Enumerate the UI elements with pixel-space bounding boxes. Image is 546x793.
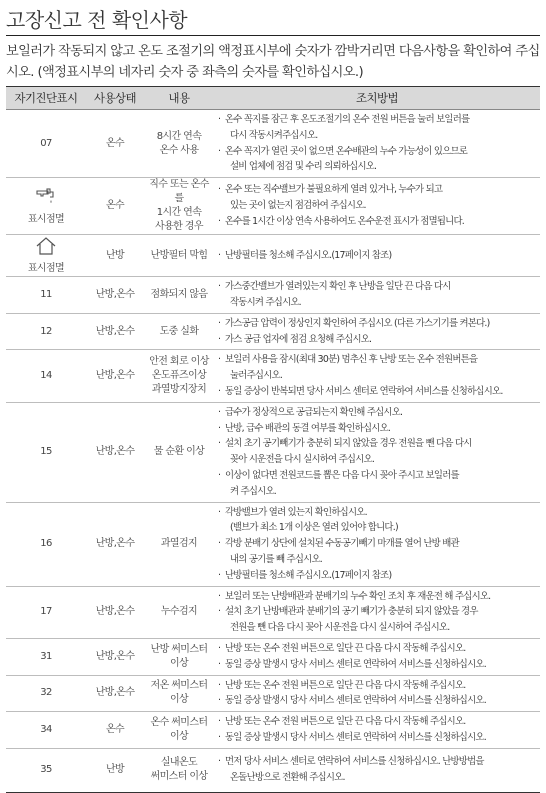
content-line: 난방 써미스터 이상 [150, 643, 208, 669]
table-header-row [6, 87, 540, 110]
action-line: · 온수 또는 직수밸브가 불필요하게 열려 있거나, 누수가 되고 [218, 183, 538, 197]
cell-state: 난방,온수 [86, 638, 144, 675]
diagnostic-table [6, 86, 540, 793]
content-line: 써미스터 이상 [150, 771, 208, 783]
table-row [6, 402, 540, 502]
cell-code [6, 110, 86, 178]
action-line: · 가스 공급 업자에 점검 요청해 주십시오. [218, 333, 538, 347]
cell-state: 난방,온수 [86, 502, 144, 586]
action-line: (밸브가 최소 1개 이상은 열려 있어야 합니다.) [230, 522, 398, 534]
action-line: · 각방밸브가 열려 있는지 확인하십시오. [218, 506, 538, 520]
cell-state: 온수 [86, 712, 144, 749]
action-line: 내의 공기를 빼 주십시오. [230, 553, 322, 565]
cell-action [214, 402, 540, 502]
content-line: 난방필터 막힘 [150, 249, 208, 261]
code-label: 표시점멸 [27, 263, 65, 275]
action-line: · 설치 초기 난방배관과 분배기의 공기 빼기가 충분히 되지 않았을 경우 [218, 605, 538, 619]
cell-action [214, 638, 540, 675]
content-line: 1시간 연속 [156, 207, 202, 219]
cell-content [144, 110, 214, 178]
intro-text: 보일러가 작동되지 않고 온도 조절기의 액정표시부에 숫자가 깜박거리면 다음사항을 확인하여 주십시오. (액정표시부의 네자리 숫자 중 좌측의 숫자를 확인하십시오.) [6, 44, 540, 80]
action-line: · 온수를 1시간 이상 연속 사용하여도 온수운전 표시가 점멸됩니다. [218, 215, 538, 229]
action-line: 다시 작동시켜주십시오. [230, 129, 318, 141]
action-line: · 가스공급 압력이 정상인지 확인하여 주십시오 (다른 가스기기를 켜본다.) [218, 317, 538, 331]
cell-state: 난방 [86, 748, 144, 792]
action-line: · 난방 또는 온수 전원 버튼으로 일단 끈 다음 다시 작동해 주십시오. [218, 715, 538, 729]
cell-content [144, 313, 214, 350]
action-line: · 설치 초기 공기빼기가 충분히 되지 않았을 경우 전원을 뺀 다음 다시 [218, 437, 538, 451]
cell-content [144, 178, 214, 235]
table-row [6, 502, 540, 586]
cell-code [6, 402, 86, 502]
cell-state: 온수 [86, 110, 144, 178]
code-label: 34 [40, 723, 52, 735]
cell-code [6, 235, 86, 277]
code-label: 표시점멸 [27, 213, 65, 225]
action-line: 있는 곳이 없는지 점검하여 주십시오. [230, 200, 366, 212]
content-line: 직수 또는 온수를 [149, 179, 209, 205]
cell-state: 난방,온수 [86, 313, 144, 350]
cell-action [214, 235, 540, 277]
cell-state: 난방,온수 [86, 402, 144, 502]
content-line: 사용한 경우 [155, 221, 203, 233]
code-label: 07 [40, 137, 52, 149]
content-line: 과열검지 [160, 538, 198, 550]
cell-code [6, 502, 86, 586]
table-row [6, 675, 540, 712]
code-label: 16 [40, 538, 52, 550]
page-title: 고장신고 전 확인사항 [6, 8, 188, 32]
action-line: · 급수가 정상적으로 공급되는지 확인해 주십시오. [218, 406, 538, 420]
cell-code [6, 586, 86, 638]
code-label: 15 [40, 446, 52, 458]
action-line: · 보일러 또는 난방배관과 분배기의 누수 확인 조치 후 재운전 해 주십시오. [218, 590, 538, 604]
cell-content [144, 748, 214, 792]
code-label: 14 [40, 370, 52, 382]
cell-state: 난방,온수 [86, 675, 144, 712]
action-line: · 각방 분배기 상단에 설치된 수동공기빼기 마개를 열어 난방 배관 [218, 537, 538, 551]
cell-action [214, 586, 540, 638]
action-line: · 동일 증상이 반복되면 당사 서비스 센터로 연락하여 서비스를 신청하십시오. [218, 385, 538, 399]
content-line: 물 순환 이상 [153, 446, 205, 458]
content-line: 실내온도 [160, 757, 198, 769]
header-content: 내용 [144, 87, 214, 110]
table-row [6, 586, 540, 638]
table-row [6, 277, 540, 314]
action-line: 켜 주십시오. [230, 485, 276, 497]
cell-code [6, 313, 86, 350]
cell-content [144, 350, 214, 402]
action-line: · 난방 또는 온수 전원 버튼으로 일단 끈 다음 다시 작동해 주십시오. [218, 679, 538, 693]
cell-code [6, 675, 86, 712]
action-line: · 난방 또는 온수 전원 버튼으로 일단 끈 다음 다시 작동해 주십시오. [218, 642, 538, 656]
cell-state: 난방,온수 [86, 586, 144, 638]
content-line: 저온 써미스터 이상 [150, 680, 208, 706]
cell-content [144, 277, 214, 314]
cell-state: 난방,온수 [86, 350, 144, 402]
cell-action [214, 178, 540, 235]
content-line: 안전 회로 이상 [149, 356, 209, 368]
action-line: · 동일 증상 발생시 당사 서비스 센터로 연락하여 서비스를 신청하십시오. [218, 658, 538, 672]
header-action: 조치방법 [214, 87, 540, 110]
cell-content [144, 502, 214, 586]
table-row [6, 313, 540, 350]
cell-content [144, 675, 214, 712]
title-divider [6, 35, 540, 36]
cell-action [214, 313, 540, 350]
cell-action [214, 748, 540, 792]
table-row [6, 235, 540, 277]
action-line: · 먼저 당사 서비스 센터로 연락하여 서비스를 신청하십시오. 난방방법을 [218, 755, 538, 769]
content-line: 온수 써미스터 이상 [150, 716, 208, 742]
cell-content [144, 712, 214, 749]
cell-code [6, 638, 86, 675]
cell-action [214, 350, 540, 402]
action-line: · 이상이 없다면 전원코드를 뽑은 다음 다시 꽂아 주시고 보일러를 [218, 469, 538, 483]
table-row [6, 178, 540, 235]
cell-code [6, 748, 86, 792]
cell-state: 난방 [86, 235, 144, 277]
content-line: 온수 사용 [159, 144, 199, 156]
action-line: 전원을 뺀 다음 다시 꽂아 시운전을 다시 실시하여 주십시오. [230, 622, 450, 634]
action-line: · 난방, 급수 배관의 동결 여부를 확인하십시오. [218, 422, 538, 436]
content-line: 과열방지장치 [151, 384, 207, 396]
cell-action [214, 110, 540, 178]
code-label: 35 [40, 764, 52, 776]
code-label: 31 [40, 650, 52, 662]
cell-content [144, 235, 214, 277]
cell-code [6, 277, 86, 314]
code-label: 17 [40, 606, 52, 618]
cell-content [144, 638, 214, 675]
header-state: 사용상태 [86, 87, 144, 110]
code-label: 32 [40, 687, 52, 699]
header-code: 자기진단표시 [6, 87, 86, 110]
action-line: 눌러주십시오. [230, 370, 283, 382]
action-line: 온돌난방으로 전환해 주십시오. [230, 772, 345, 784]
table-row [6, 712, 540, 749]
content-line: 누수검지 [160, 606, 198, 618]
cell-state: 난방,온수 [86, 277, 144, 314]
cell-action [214, 502, 540, 586]
table-row [6, 110, 540, 178]
cell-action [214, 675, 540, 712]
code-label: 11 [40, 288, 52, 300]
cell-action [214, 277, 540, 314]
content-line: 도중 실화 [159, 325, 199, 337]
cell-action [214, 712, 540, 749]
cell-content [144, 402, 214, 502]
content-line: 점화되지 않음 [150, 288, 208, 300]
action-line: · 난방필터를 청소해 주십시오.(17페이지 참조) [218, 249, 538, 263]
action-line: 설비 업체에 점검 및 수리 의뢰하십시오. [230, 161, 377, 173]
action-line: · 동일 증상 발생시 당사 서비스 센터로 연락하여 서비스를 신청하십시오. [218, 731, 538, 745]
action-line: · 온수 꼭지를 잠근 후 온도조절기의 온수 전원 버튼을 눌러 보일러를 [218, 113, 538, 127]
action-line: · 난방필터를 청소해 주십시오.(17페이지 참조) [218, 569, 538, 583]
action-line: · 보일러 사용을 잠시(최대 30분) 멈추신 후 난방 또는 온수 전원버튼을 [218, 353, 538, 367]
house-icon [35, 235, 57, 257]
cell-content [144, 586, 214, 638]
cell-code [6, 350, 86, 402]
cell-code [6, 712, 86, 749]
action-line: 작동시켜 주십시오. [230, 296, 301, 308]
action-line: · 온수 꼭지가 열린 곳이 없으면 온수배관의 누수 가능성이 있으므로 [218, 145, 538, 159]
table-row [6, 350, 540, 402]
content-line: 온도퓨즈이상 [151, 370, 207, 382]
content-line: 8시간 연속 [156, 130, 202, 142]
table-row [6, 748, 540, 792]
action-line: · 동일 증상 발생시 당사 서비스 센터로 연락하여 서비스를 신청하십시오. [218, 694, 538, 708]
cell-state: 온수 [86, 178, 144, 235]
code-label: 12 [40, 325, 52, 337]
action-line: 꽂아 시운전을 다시 실시하여 주십시오. [230, 454, 375, 466]
table-row [6, 638, 540, 675]
faucet-icon [35, 186, 57, 208]
cell-code [6, 178, 86, 235]
action-line: · 가스중간밸브가 열려있는지 확인 후 난방을 일단 끈 다음 다시 [218, 280, 538, 294]
